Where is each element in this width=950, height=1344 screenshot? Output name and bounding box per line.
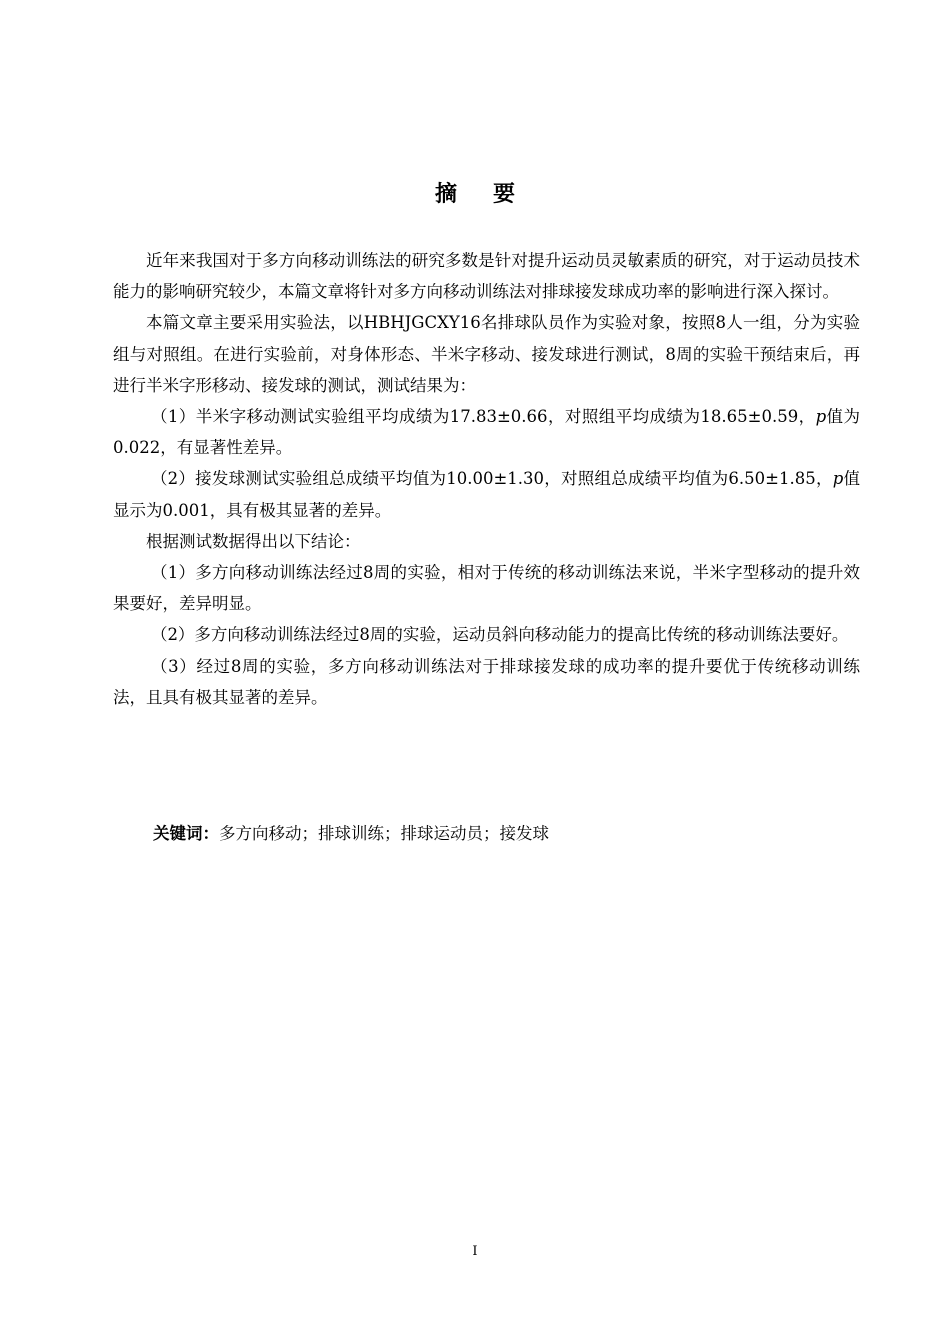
keywords-line xyxy=(153,818,549,849)
page-number: I xyxy=(472,1244,478,1259)
result-2-text: （2）接发球测试实验组总成绩平均值为10.00±1.30，对照组总成绩平均值为6.50±1.85， xyxy=(150,469,833,489)
result-2-tail: 值显示为0.001，具有极其显著的差异。 xyxy=(113,469,861,520)
paragraph-method: 本篇文章主要采用实验法，以HBHJGCXY16名排球队员作为实验对象，按照8人一组，分为实验组与对照组。在进行实验前，对身体形态、半米字移动、接发球进行测试，8周的实验干预结束后，再进行半米字形移动、接发球的测试，测试结果为： xyxy=(113,313,860,395)
conclusion-item-1: （1）多方向移动训练法经过8周的实验，相对于传统的移动训练法来说，半米字型移动的提升效果要好，差异明显。 xyxy=(113,563,860,614)
conclusion-item-2: （2）多方向移动训练法经过8周的实验，运动员斜向移动能力的提高比传统的移动训练法要好。 xyxy=(150,625,849,645)
keywords-label: 关键词： xyxy=(153,824,219,843)
result-2-p-symbol: p xyxy=(832,469,844,489)
abstract-title: 摘要 xyxy=(434,182,551,207)
result-item-1 xyxy=(113,401,860,463)
result-1-tail: 值为0.022，有显著性差异。 xyxy=(113,407,860,458)
result-1-p-symbol: p xyxy=(815,407,827,427)
result-1-text: （1）半米字移动测试实验组平均成绩为17.83±0.66，对照组平均成绩为18.65±0.59， xyxy=(150,407,816,427)
abstract-body xyxy=(113,245,860,713)
paragraph-conclusion-intro: 根据测试数据得出以下结论： xyxy=(146,531,361,551)
keywords-value: 多方向移动；排球训练；排球运动员；接发球 xyxy=(219,824,549,843)
conclusion-item-3: （3）经过8周的实验，多方向移动训练法对于排球接发球的成功率的提升要优于传统移动训练法，且具有极其显著的差异。 xyxy=(113,656,860,707)
paragraph-background: 近年来我国对于多方向移动训练法的研究多数是针对提升运动员灵敏素质的研究，对于运动员技术能力的影响研究较少，本篇文章将针对多方向移动训练法对排球接发球成功率的影响进行深入探讨。 xyxy=(113,251,860,302)
result-item-2 xyxy=(113,463,860,525)
